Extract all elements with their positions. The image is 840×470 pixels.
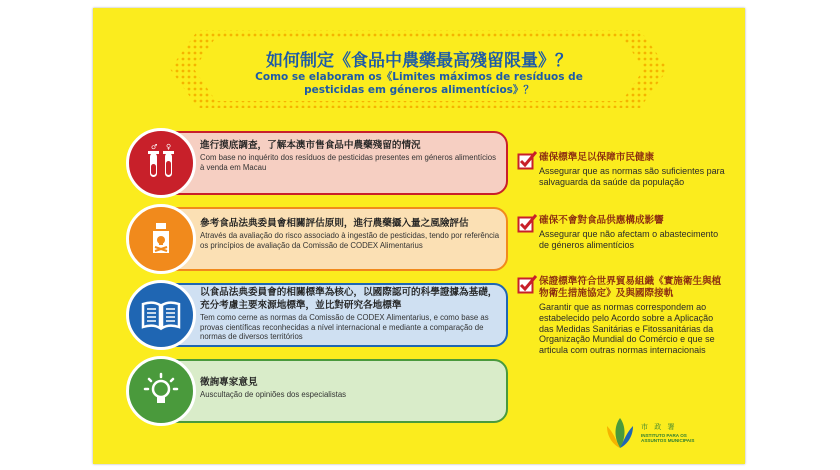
logo-text-pt-line1: INSTITUTO PARA OS <box>641 433 687 438</box>
step-desc-pt: Auscultação de opiniões dos especialistas <box>200 390 347 399</box>
step-icon-circle <box>126 356 196 426</box>
iam-emblem-icon <box>601 414 639 452</box>
logo-text-pt <box>641 433 694 443</box>
step-desc-pt: Através da avaliação do risco associado à ingestão de pesticidas, tendo por referência os princípios de avaliação da Comissão de CODEX Alimentarius <box>200 231 500 250</box>
step-title-zh: 參考食品法典委員會相關評估原則，進行農藥攝入量之風險評估 <box>200 218 469 229</box>
check-text-health <box>539 152 729 188</box>
check-title-zh: 確保標準足以保障市民健康 <box>539 152 655 163</box>
step-icon-circle <box>126 204 196 274</box>
checkbox-checked-icon <box>517 214 537 234</box>
step-icon-circle <box>126 128 196 198</box>
step-text <box>200 139 500 172</box>
step-text <box>200 376 500 400</box>
iam-logo <box>601 414 731 452</box>
step-title-zh: 徵詢專家意見 <box>200 377 258 388</box>
check-text-supply <box>539 215 729 251</box>
poster <box>93 8 745 464</box>
logo-text-zh: 市 政 署 <box>641 423 677 431</box>
step-text <box>200 286 500 342</box>
title-banner <box>168 26 670 112</box>
page-title-portuguese-line2: pesticidas em géneros alimentícios》？ <box>304 84 534 96</box>
step-title-zh: 以食品法典委員會的相關標準為核心，以國際認可的科學證據為基礎，充分考慮主要來源地標準，並比對研究各地標準 <box>200 287 498 311</box>
page-title-portuguese-line1: Como se elaboram os《Limites máximos de resíduos de <box>255 71 583 83</box>
book-icon <box>140 295 182 335</box>
check-title-zh: 確保不會對食品供應構成影響 <box>539 215 664 226</box>
check-desc-pt: Assegurar que as normas são suficientes para salvaguarda da saúde da população <box>539 166 725 187</box>
svg-text:♂: ♂ <box>151 143 158 151</box>
step-desc-pt: Tem como cerne as normas da Comissão de CODEX Alimentarius, e como base as provas científicas reconhecidas a nível internacional e mediante a comparação de normas de diversos territórios <box>200 313 489 342</box>
step-title-zh: 進行摸底調查，了解本澳市售食品中農藥殘留的情況 <box>200 140 421 151</box>
lightbulb-icon <box>141 371 181 411</box>
page-title-portuguese <box>168 71 670 97</box>
check-text-wto <box>539 276 729 356</box>
check-desc-pt: Assegurar que não afectam o abastecimento de géneros alimentícios <box>539 229 719 250</box>
step-icon-circle <box>126 280 196 350</box>
test-tubes-icon <box>141 143 181 183</box>
checkbox-checked-icon <box>517 151 537 171</box>
checkbox-checked-icon <box>517 275 537 295</box>
page-title-chinese: 如何制定《食品中農藥最高殘留限量》？ <box>266 51 572 71</box>
svg-text:♀: ♀ <box>166 143 172 151</box>
step-desc-pt: Com base no inquérito dos resíduos de pesticidas presentes em géneros alimentícios à venda em Macau <box>200 153 497 172</box>
poison-bottle-icon <box>141 219 181 259</box>
check-title-zh: 保證標準符合世界貿易組織《實施衛生與植物衛生措施協定》及與國際接軌 <box>539 276 722 299</box>
check-desc-pt: Garantir que as normas correspondem ao estabelecido pelo Acordo sobre a Aplicação das Medidas Sanitárias e Fitossanitárias da Organização Mundial do Comércio e que se articula com outras normas internacionais <box>539 302 715 356</box>
logo-text-pt-line2: ASSUNTOS MUNICIPAIS <box>641 438 695 443</box>
step-text <box>200 217 500 250</box>
